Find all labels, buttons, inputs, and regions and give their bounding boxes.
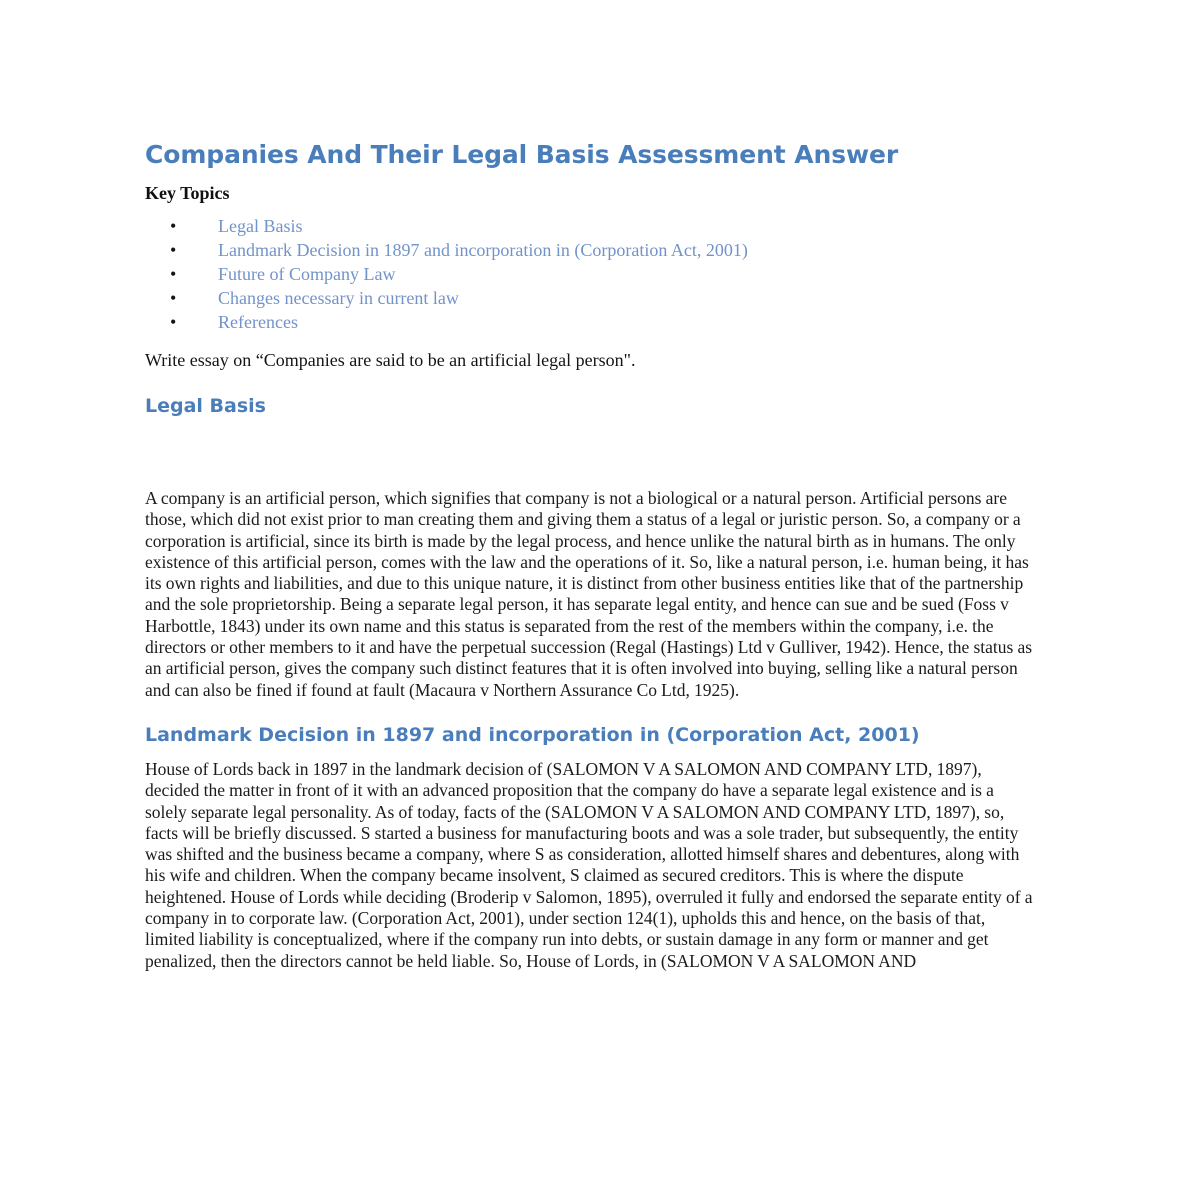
section-spacer: [145, 418, 1040, 488]
bullet-icon: •: [170, 288, 177, 308]
section-heading-landmark-decision: Landmark Decision in 1897 and incorporation in (Corporation Act, 2001): [145, 723, 920, 746]
essay-prompt: Write essay on “Companies are said to be an artificial legal person".: [145, 350, 636, 370]
bullet-icon: •: [170, 216, 177, 236]
document-content: [145, 140, 1040, 972]
list-item[interactable]: [145, 262, 1040, 286]
list-item[interactable]: [145, 214, 1040, 238]
bullet-icon: •: [170, 312, 177, 332]
bullet-icon: •: [170, 264, 177, 284]
page-title: Companies And Their Legal Basis Assessment Answer: [145, 140, 899, 169]
list-item-label: Landmark Decision in 1897 and incorporation in (Corporation Act, 2001): [218, 240, 748, 260]
section-body-landmark-decision: House of Lords back in 1897 in the landmark decision of (SALOMON V A SALOMON AND COMPANY LTD, 1897), decided the matter in front of it with an advanced proposition that the company do have a separate legal existence and is a solely separate legal personality. As of today, facts of the (SALOMON V A SALOMON AND COMPANY LTD, 1897), so, facts will be briefly discussed. S started a business for manufacturing boots and was a sole trader, but subsequently, the entity was shifted and the business became a company, where S as consideration, allotted himself shares and debentures, along with his wife and children. When the company became insolvent, S claimed as secured creditors. This is where the dispute heightened. House of Lords while deciding (Broderip v Salomon, 1895), overruled it fully and endorsed the separate entity of a company in to corporate law. (Corporation Act, 2001), under section 124(1), upholds this and hence, on the basis of that, limited liability is conceptualized, where if the company run into debts, or sustain damage in any form or manner and get penalized, then the directors cannot be held liable. So, House of Lords, in (SALOMON V A SALOMON AND: [145, 758, 1033, 971]
bullet-icon: •: [170, 240, 177, 260]
list-item[interactable]: [145, 286, 1040, 310]
list-item[interactable]: [145, 310, 1040, 334]
section-body-legal-basis: A company is an artificial person, which signifies that company is not a biological or a natural person. Artificial persons are those, which did not exist prior to man creating them and giving them a status of a legal or juristic person. So, a company or a corporation is artificial, since its birth is made by the legal process, and hence unlike the natural birth as in humans. The only existence of this artificial person, comes with the law and the operations of it. So, like a natural person, i.e. human being, it has its own rights and liabilities, and due to this unique nature, it is distinct from other business entities like that of the partnership and the sole proprietorship. Being a separate legal person, it has separate legal entity, and hence can sue and be sued (Foss v Harbottle, 1843) under its own name and this status is separated from the rest of the members within the company, i.e. the directors or other members to it and have the perpetual succession (Regal (Hastings) Ltd v Gulliver, 1942). Hence, the status as an artificial person, gives the company such distinct features that it is often involved into buying, selling like a natural person and can also be fined if found at fault (Macaura v Northern Assurance Co Ltd, 1925).: [145, 488, 1033, 700]
section-heading-legal-basis: Legal Basis: [145, 395, 266, 417]
key-topics-list: [145, 214, 1040, 334]
list-item[interactable]: [145, 238, 1040, 262]
list-item-label: Changes necessary in current law: [218, 288, 459, 308]
list-item-label: Future of Company Law: [218, 264, 396, 284]
list-item-label: References: [218, 312, 298, 332]
key-topics-label: Key Topics: [145, 183, 230, 203]
list-item-label: Legal Basis: [218, 216, 303, 236]
